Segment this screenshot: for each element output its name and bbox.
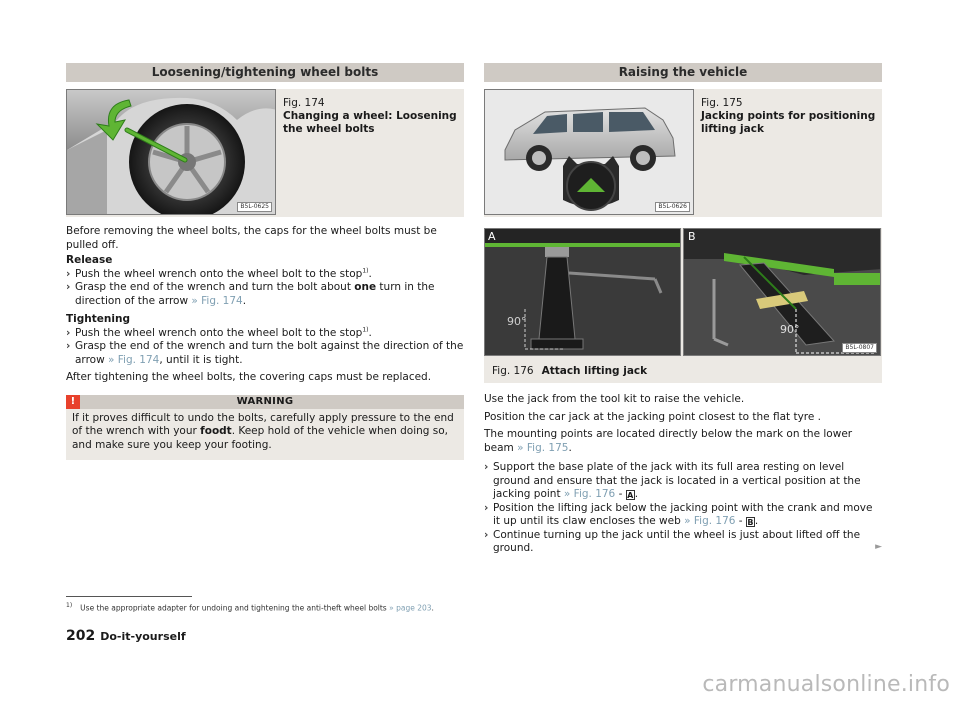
intro-paragraph: Before removing the wheel bolts, the caps for the wheel bolts must be pulled off.: [66, 225, 437, 251]
footnote-divider: [66, 596, 192, 597]
angle-label: 90°: [507, 315, 527, 328]
figure-title: Jacking points for positioning lifting jack: [701, 110, 876, 135]
fig-175-link[interactable]: » Fig. 175: [517, 441, 569, 454]
bullet-arrow-icon: ›: [66, 340, 71, 352]
figure-176-caption: [492, 365, 647, 377]
warning-icon: !: [66, 395, 80, 409]
after-paragraph: After tightening the wheel bolts, the covering caps must be replaced.: [66, 371, 432, 383]
left-column: [66, 63, 464, 460]
right-column: [484, 63, 882, 556]
footnote: $^{1)}$ Use the appropriate adapter for undoing and tightening the anti-theft wheel bolts » page 203.: [66, 602, 434, 613]
key-b-icon: B: [747, 518, 754, 527]
fig-176-link[interactable]: » Fig. 176: [563, 488, 616, 500]
figure-code: B5L-0626: [655, 202, 690, 212]
figure-174: [66, 89, 464, 217]
wheel-wrench-illustration: [66, 89, 276, 215]
figure-number: Fig. 175: [701, 97, 743, 109]
figure-code: B5L-0807: [842, 343, 877, 353]
tightening-step-1: › Push the wheel wrench onto the wheel bolt to the stop$^{1)}$.: [66, 326, 372, 339]
fig-174-link[interactable]: » Fig. 174: [108, 353, 160, 366]
para-2: Position the car jack at the jacking point closest to the flat tyre .: [484, 410, 822, 423]
release-step-2: › Grasp the end of the wrench and turn the bolt about one turn in the direction of the arrow » Fig. 174.: [66, 281, 435, 307]
figure-code: B5L-0625: [237, 202, 272, 212]
figure-176: [484, 228, 882, 383]
release-step-1: › Push the wheel wrench onto the wheel bolt to the stop$^{1)}$.: [66, 267, 372, 280]
warning-header: [66, 395, 464, 409]
figure-175: [484, 89, 882, 217]
bullet-arrow-icon: ›: [484, 461, 489, 473]
page-section: Do-it-yourself: [100, 630, 186, 643]
warning-text: If it proves difficult to undo the bolts, carefully apply pressure to the end of the wrench with your foodt. Keep hold of the vehicle when doing so, and make sure you keep your footing.: [72, 411, 454, 451]
warning-label: WARNING: [236, 395, 294, 407]
figure-title: Attach lifting jack: [541, 365, 648, 377]
continue-arrow-icon: ►: [875, 542, 882, 552]
right-body-text: [484, 393, 882, 556]
jack-step-3: › Continue turning up the jack until the wheel is just about lifted off the ground. ►: [484, 528, 882, 554]
section-heading-raising-vehicle: Raising the vehicle: [484, 63, 882, 82]
para-3: The mounting points are located directly below the mark on the lower beam » Fig. 175.: [484, 428, 853, 454]
angle-label: 90°: [780, 323, 800, 336]
figure-caption: [283, 97, 461, 136]
page-footer: [66, 628, 186, 644]
figure-caption: [701, 97, 879, 136]
key-a-icon: A: [627, 491, 634, 500]
figure-title: Changing a wheel: Loosening the wheel bolts: [283, 110, 457, 135]
warning-box: [66, 395, 464, 461]
jack-panel-b: [683, 228, 881, 356]
bullet-arrow-icon: ›: [66, 281, 71, 293]
jack-panel-a: [484, 228, 681, 356]
car-jacking-points-illustration: [484, 89, 694, 215]
figure-number: Fig. 176: [492, 365, 534, 377]
bullet-arrow-icon: ›: [66, 267, 71, 280]
bullet-arrow-icon: ›: [484, 501, 489, 514]
panel-label-a: A: [488, 230, 496, 243]
jack-step-1: › Support the base plate of the jack with its full area resting on level ground and ensure that the jack is located in a vertical position at the jacking point » Fig. 176 - A.: [484, 461, 861, 500]
bullet-arrow-icon: ›: [484, 528, 489, 541]
fig-176-link[interactable]: » Fig. 176: [684, 515, 736, 527]
watermark: carmanualsonline.info: [702, 672, 950, 697]
panel-label-b: B: [688, 230, 696, 243]
figure-number: Fig. 174: [283, 97, 325, 109]
left-body-text: [66, 225, 464, 385]
jack-step-2: › Position the lifting jack below the jacking point with the crank and move it up until its claw encloses the web » Fig. 176 - B.: [484, 501, 873, 527]
section-heading-wheel-bolts: Loosening/tightening wheel bolts: [66, 63, 464, 82]
bullet-arrow-icon: ›: [66, 326, 71, 339]
para-1: Use the jack from the tool kit to raise the vehicle.: [484, 393, 745, 405]
page-203-link[interactable]: » page 203: [389, 603, 432, 613]
page-number: 202: [66, 628, 96, 644]
fig-174-link[interactable]: » Fig. 174: [191, 294, 243, 307]
tightening-step-2: › Grasp the end of the wrench and turn the bolt against the direction of the arrow » Fig. 174, until it is tight.: [66, 340, 464, 366]
tightening-heading: Tightening: [66, 313, 130, 325]
release-heading: Release: [66, 254, 113, 266]
